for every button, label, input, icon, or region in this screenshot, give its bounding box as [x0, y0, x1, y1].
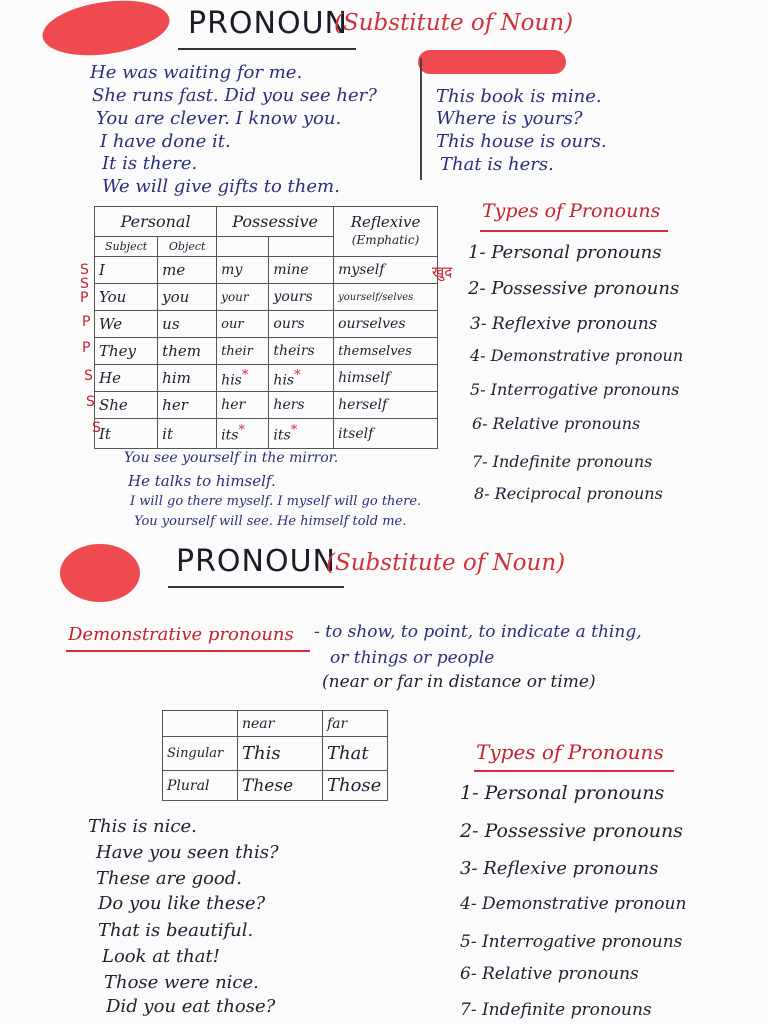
cell-object: them — [158, 338, 217, 365]
example-line: You yourself will see. He himself told me. — [134, 514, 407, 529]
types-list-item: 4- Demonstrative pronoun — [460, 894, 687, 914]
table-row — [95, 365, 438, 392]
cell-object: us — [158, 311, 217, 338]
example-line: This house is ours. — [436, 131, 607, 152]
cell-subject: She — [95, 392, 158, 419]
demonstrative-label-underline — [66, 650, 310, 652]
page-title-top: PRONOUN — [188, 6, 349, 41]
example-line: He talks to himself. — [128, 472, 276, 490]
cell-poss-adj — [217, 365, 269, 392]
example-line: Have you seen this? — [96, 842, 279, 863]
title-underline-top — [178, 48, 356, 50]
side-letter: S — [86, 394, 95, 410]
demonstrative-table — [162, 710, 388, 801]
header-near: near — [238, 711, 323, 737]
cell-poss-adj: my — [217, 257, 269, 284]
types-list-item: 7- Indefinite pronouns — [460, 1000, 652, 1020]
example-line: This book is mine. — [436, 86, 602, 107]
header-personal: Personal — [95, 207, 217, 237]
title-underline-bottom — [168, 586, 344, 588]
types-list-item: 1- Personal pronouns — [468, 242, 662, 263]
redaction-blob-bottom-left — [60, 544, 140, 602]
types-list-item: 5- Interrogative pronouns — [460, 932, 683, 952]
types-list-item: 6- Relative pronouns — [472, 414, 641, 433]
example-line: You see yourself in the mirror. — [124, 450, 339, 466]
cell-poss-pron-text: his — [273, 372, 295, 389]
cell-reflexive: himself — [334, 365, 438, 392]
row-label-singular: Singular — [163, 737, 238, 771]
header-object: Object — [158, 237, 217, 257]
table-row — [163, 771, 388, 801]
cell-object: me — [158, 257, 217, 284]
types-list-item: 2- Possessive pronouns — [468, 278, 680, 299]
cell-poss-pron: hers — [269, 392, 334, 419]
subtitle-top: (Substitute of Noun) — [334, 10, 574, 36]
cell-subject: They — [95, 338, 158, 365]
cell-poss-pron — [269, 419, 334, 449]
table-row — [95, 338, 438, 365]
types-list-item: 3- Reflexive pronouns — [460, 858, 659, 879]
example-line: That is beautiful. — [98, 920, 254, 941]
table-row — [95, 311, 438, 338]
cell-subject: He — [95, 365, 158, 392]
column-divider-top — [420, 58, 422, 180]
subtitle-bottom: (Substitute of Noun) — [326, 550, 566, 576]
definition-line: or things or people — [330, 648, 495, 668]
types-list-item: 7- Indefinite pronouns — [472, 452, 653, 471]
definition-line: (near or far in distance or time) — [322, 672, 596, 692]
star-icon: * — [238, 423, 245, 439]
cell-poss-pron: mine — [269, 257, 334, 284]
side-letter: S — [80, 276, 89, 292]
cell-poss-pron-text: its — [273, 427, 291, 444]
cell-poss-pron: yours — [269, 284, 334, 311]
types-list-item: 2- Possessive pronouns — [460, 820, 683, 842]
cell-reflexive: myself — [334, 257, 438, 284]
cell-reflexive: ourselves — [334, 311, 438, 338]
example-line: I will go there myself. I myself will go there. — [130, 494, 422, 509]
header-reflexive-label: Reflexive — [350, 213, 421, 231]
table-row — [95, 284, 438, 311]
types-list-item: 5- Interrogative pronouns — [470, 380, 680, 399]
example-line: We will give gifts to them. — [102, 176, 340, 197]
redaction-blob-top-right — [418, 50, 566, 74]
example-line: She runs fast. Did you see her? — [92, 85, 377, 106]
example-line: I have done it. — [100, 131, 231, 152]
side-letter: S — [80, 262, 89, 278]
cell-poss-adj: their — [217, 338, 269, 365]
page-title-bottom: PRONOUN — [176, 544, 337, 579]
cell-reflexive: yourself/selves — [334, 284, 438, 311]
cell-object: her — [158, 392, 217, 419]
row-label-plural: Plural — [163, 771, 238, 801]
example-line: Where is yours? — [436, 108, 583, 129]
example-line: Those were nice. — [104, 972, 259, 993]
definition-line: - to show, to point, to indicate a thing, — [314, 622, 642, 642]
table-row — [95, 419, 438, 449]
star-icon: * — [241, 367, 249, 383]
header-reflexive — [334, 207, 438, 257]
example-line: Do you like these? — [98, 893, 266, 914]
table-row — [95, 257, 438, 284]
side-letter: P — [82, 340, 91, 356]
example-line: It is there. — [102, 153, 198, 174]
demonstrative-label: Demonstrative pronouns — [68, 624, 294, 645]
side-letter: S — [84, 368, 93, 384]
cell-reflexive: herself — [334, 392, 438, 419]
header-subject: Subject — [95, 237, 158, 257]
cell-far-singular: That — [323, 737, 388, 771]
types-title-top: Types of Pronouns — [482, 200, 661, 222]
hindi-note: खुद — [432, 263, 453, 281]
table-row — [163, 737, 388, 771]
header-blank — [269, 237, 334, 257]
example-line: He was waiting for me. — [90, 62, 303, 83]
header-blank — [217, 237, 269, 257]
cell-poss-adj — [217, 419, 269, 449]
star-icon: * — [290, 423, 298, 439]
cell-reflexive: themselves — [334, 338, 438, 365]
header-far: far — [323, 711, 388, 737]
header-emphatic-label: (Emphatic) — [351, 233, 420, 247]
cell-far-plural: Those — [323, 771, 388, 801]
cell-poss-pron: ours — [269, 311, 334, 338]
cell-poss-adj: your — [217, 284, 269, 311]
types-title-underline — [474, 770, 674, 772]
types-list-item: 1- Personal pronouns — [460, 782, 665, 804]
example-line: Look at that! — [102, 946, 220, 967]
cell-poss-adj-text: his — [221, 372, 242, 389]
example-line: Did you eat those? — [106, 996, 276, 1017]
cell-poss-pron: theirs — [269, 338, 334, 365]
types-list-item: 6- Relative pronouns — [460, 964, 639, 984]
cell-poss-adj: our — [217, 311, 269, 338]
cell-poss-adj: her — [217, 392, 269, 419]
types-title-bottom: Types of Pronouns — [476, 740, 664, 764]
cell-subject: We — [95, 311, 158, 338]
example-line: This is nice. — [88, 816, 197, 837]
header-blank — [163, 711, 238, 737]
cell-subject: It — [95, 419, 158, 449]
pronoun-table — [94, 206, 438, 449]
side-letter: P — [82, 314, 91, 330]
redaction-blob-top-left — [39, 0, 173, 63]
table-row — [95, 392, 438, 419]
types-list-item: 8- Reciprocal pronouns — [474, 484, 663, 503]
cell-reflexive: itself — [334, 419, 438, 449]
cell-poss-adj-text: its — [221, 427, 239, 444]
types-list-item: 3- Reflexive pronouns — [470, 314, 658, 334]
cell-near-plural: These — [238, 771, 323, 801]
cell-subject: I — [95, 257, 158, 284]
types-title-underline — [480, 230, 668, 232]
cell-object: him — [158, 365, 217, 392]
cell-near-singular: This — [238, 737, 323, 771]
cell-subject: You — [95, 284, 158, 311]
cell-poss-pron — [269, 365, 334, 392]
types-list-item: 4- Demonstrative pronoun — [470, 346, 684, 365]
example-line: These are good. — [96, 868, 243, 889]
star-icon: * — [294, 367, 301, 383]
header-possessive: Possessive — [217, 207, 334, 237]
example-line: You are clever. I know you. — [96, 108, 342, 129]
side-letter: S — [92, 420, 101, 436]
cell-object: it — [158, 419, 217, 449]
example-line: That is hers. — [440, 154, 554, 175]
side-letter: P — [80, 290, 89, 306]
cell-object: you — [158, 284, 217, 311]
